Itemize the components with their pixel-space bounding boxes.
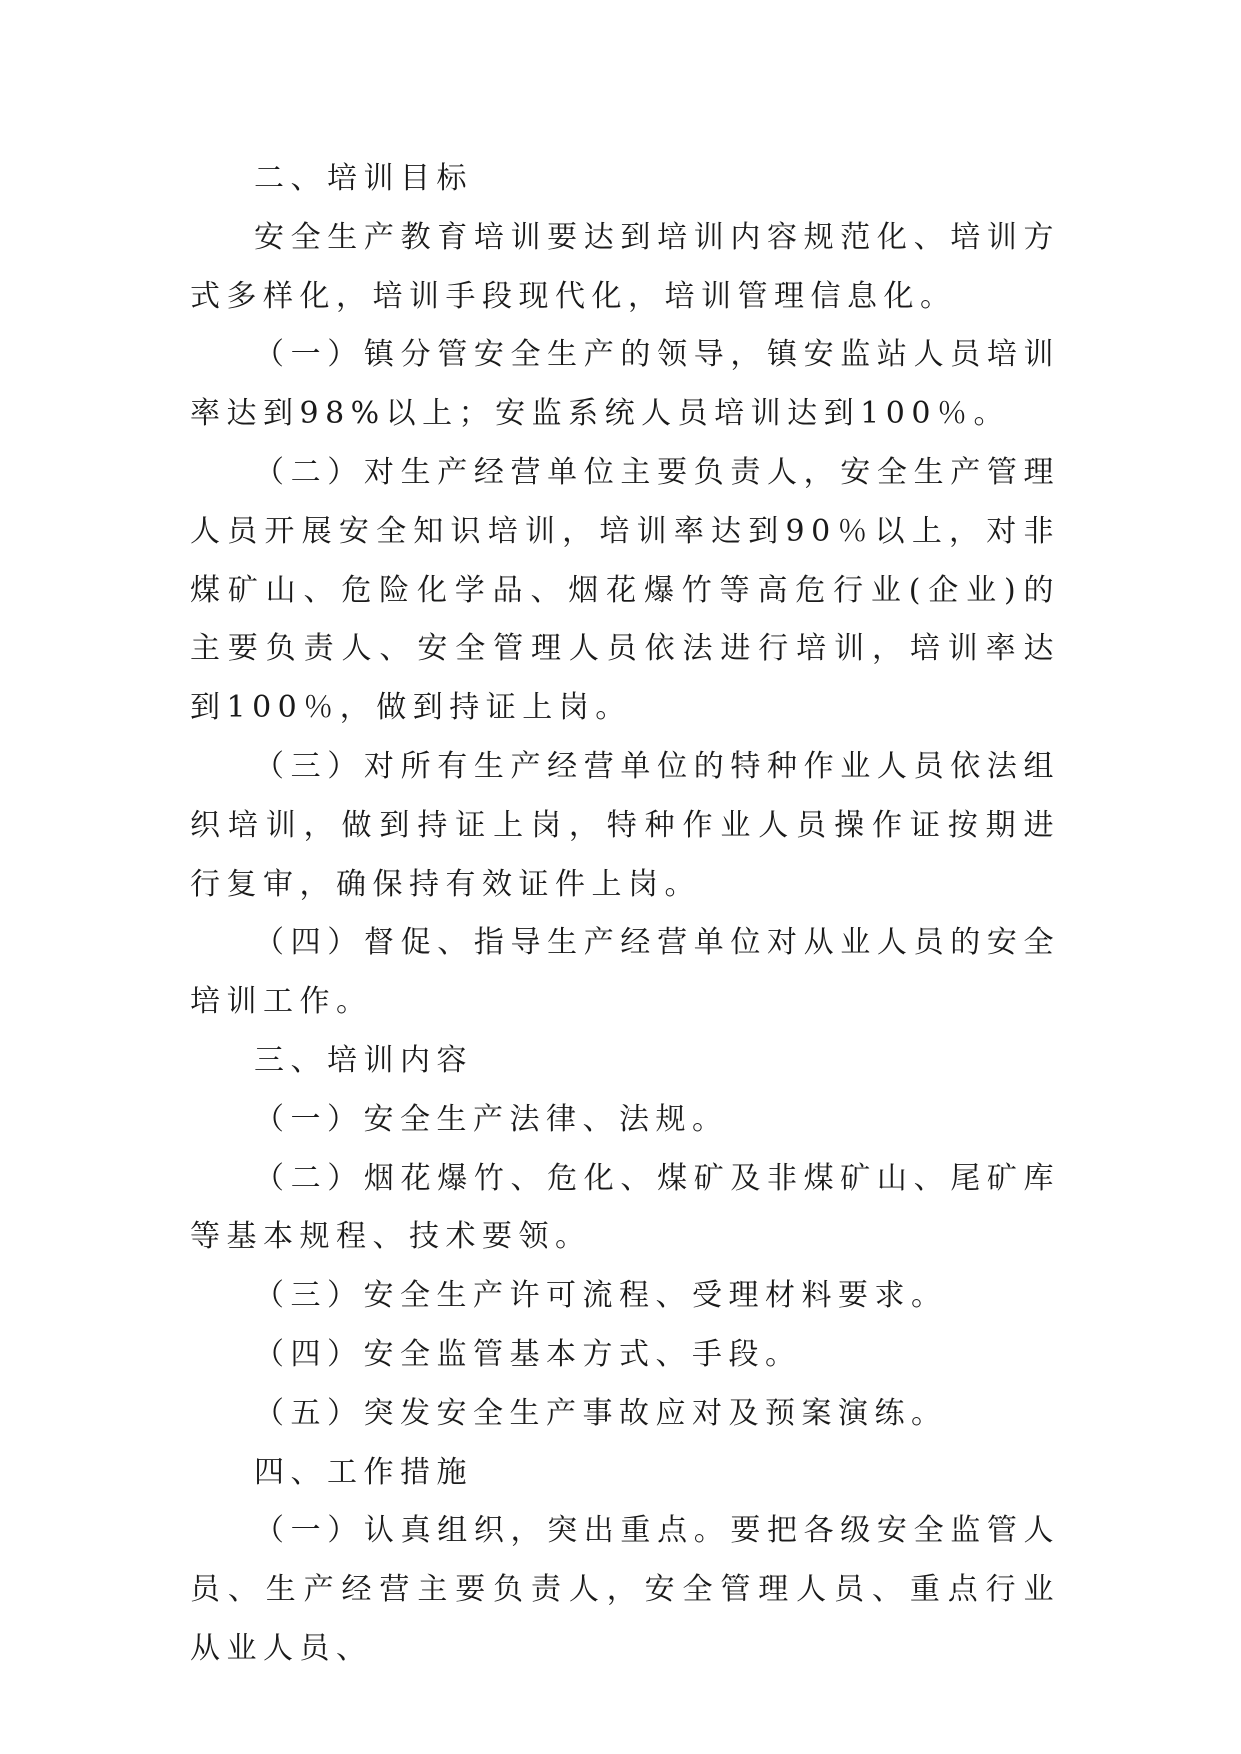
paragraph-content-5: （五）突发安全生产事故应对及预案演练。 bbox=[254, 1395, 948, 1431]
paragraph-goal-3: （三）对所有生产经营单位的特种作业人员依法组织培训，做到持证上岗，特种作业人员操作证按期进行复审，确保持有效证件上岗。 bbox=[190, 748, 1060, 902]
paragraph-content-1: （一）安全生产法律、法规。 bbox=[254, 1101, 729, 1137]
section-heading-training-content: 三、培训内容 bbox=[254, 1042, 473, 1078]
paragraph-goal-4: （四）督促、指导生产经营单位对从业人员的安全培训工作。 bbox=[190, 925, 1060, 1020]
paragraph-content-4: （四）安全监管基本方式、手段。 bbox=[254, 1336, 802, 1372]
paragraph-goal-1: （一）镇分管安全生产的领导，镇安监站人员培训率达到98%以上；安监系统人员培训达到100％。 bbox=[190, 337, 1060, 432]
paragraph-content-2: （二）烟花爆竹、危化、煤矿及非煤矿山、尾矿库等基本规程、技术要领。 bbox=[190, 1160, 1060, 1255]
paragraph-goals-intro: 安全生产教育培训要达到培训内容规范化、培训方式多样化，培训手段现代化，培训管理信息化。 bbox=[190, 219, 1060, 314]
paragraph-measure-1: （一）认真组织，突出重点。要把各级安全监管人员、生产经营主要负责人，安全管理人员、重点行业从业人员、 bbox=[190, 1513, 1060, 1666]
document-body bbox=[190, 150, 1060, 1679]
paragraph-content-3: （三）安全生产许可流程、受理材料要求。 bbox=[254, 1278, 948, 1314]
section-heading-work-measures: 四、工作措施 bbox=[254, 1454, 473, 1490]
section-heading-training-goals: 二、培训目标 bbox=[254, 161, 473, 196]
paragraph-goal-2: （二）对生产经营单位主要负责人，安全生产管理人员开展安全知识培训，培训率达到90％以上，对非煤矿山、危险化学品、烟花爆竹等高危行业(企业)的主要负责人、安全管理人员依法进行培训，培训率达到100％，做到持证上岗。 bbox=[190, 454, 1060, 726]
